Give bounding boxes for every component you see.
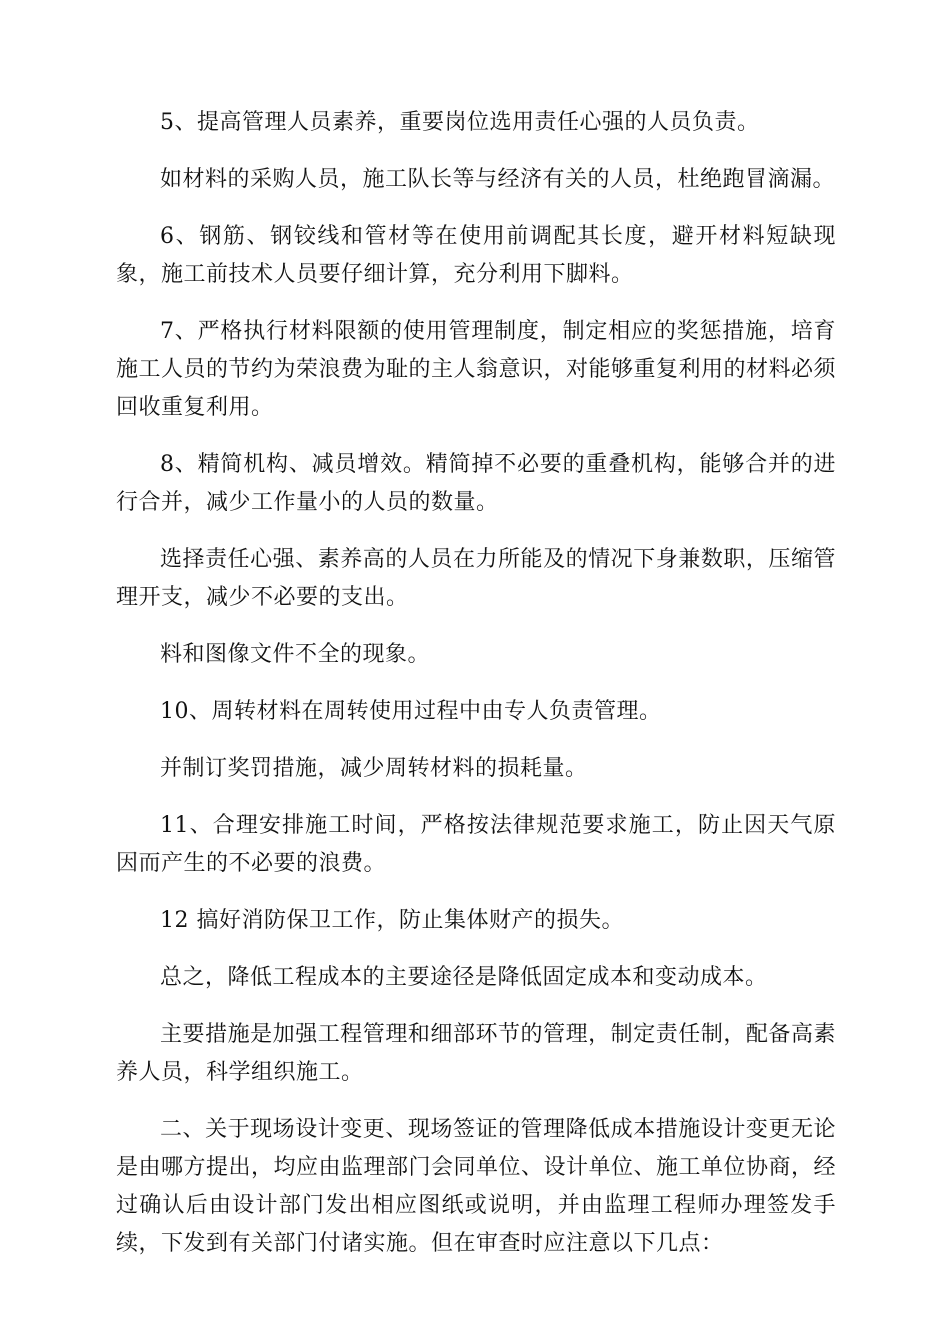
paragraph-5: 8、精简机构、减员增效。精简掉不必要的重叠机构，能够合并的进行合并，减少工作量小的人员的数量。: [116, 452, 836, 515]
paragraph-4: 7、严格执行材料限额的使用管理制度，制定相应的奖惩措施，培育施工人员的节约为荣浪费为耻的主人翁意识，对能够重复利用的材料必须回收重复利用。: [116, 319, 837, 420]
paragraph-6: 选择责任心强、素养高的人员在力所能及的情况下身兼数职，压缩管理开支，减少不必要的支出。: [116, 547, 836, 610]
paragraph-14: 二、关于现场设计变更、现场签证的管理降低成本措施设计变更无论是由哪方提出，均应由监理部门会同单位、设计单位、施工单位协商，经过确认后由设计部门发出相应图纸或说明，并由监理工程师办理签发手续，下发到有关部门付诸实施。但在审查时应注意以下几点：: [116, 1117, 837, 1256]
paragraph-12: 总之，降低工程成本的主要途径是降低固定成本和变动成本。: [160, 965, 768, 990]
paragraph-8: 10、周转材料在周转使用过程中由专人负责管理。: [160, 699, 662, 724]
paragraph-13: 主要措施是加强工程管理和细部环节的管理，制定责任制，配备高素养人员，科学组织施工。: [116, 1022, 836, 1085]
paragraph-2: 如材料的采购人员，施工队长等与经济有关的人员，杜绝跑冒滴漏。: [160, 167, 836, 192]
paragraph-1: 5、提高管理人员素养，重要岗位选用责任心强的人员负责。: [160, 110, 760, 135]
paragraph-9: 并制订奖罚措施，减少周转材料的损耗量。: [160, 756, 588, 781]
paragraph-10: 11、合理安排施工时间，严格按法律规范要求施工，防止因天气原因而产生的不必要的浪费。: [116, 813, 836, 876]
document-body: [116, 104, 836, 1282]
paragraph-7: 料和图像文件不全的现象。: [160, 642, 431, 667]
paragraph-11: 12 搞好消防保卫工作，防止集体财产的损失。: [160, 908, 624, 933]
paragraph-3: 6、钢筋、钢铰线和管材等在使用前调配其长度，避开材料短缺现象，施工前技术人员要仔细计算，充分利用下脚料。: [116, 224, 836, 287]
